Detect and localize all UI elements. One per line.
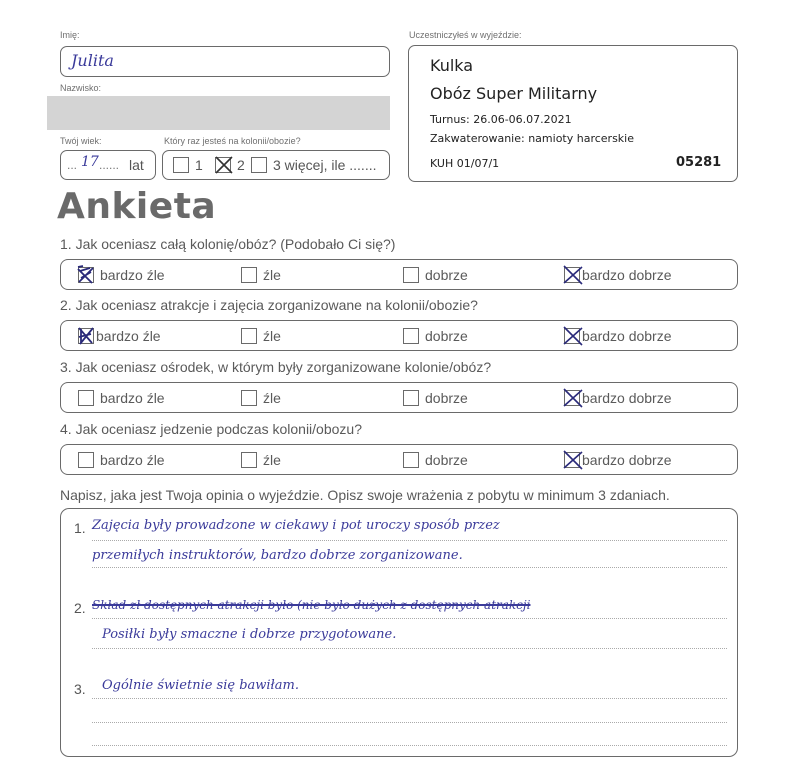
option-bardzo-zle[interactable]: bardzo źle <box>78 266 165 284</box>
opinion-line-1b: przemiłych instruktorów, bardzo dobrze zorganizowane. <box>92 548 463 563</box>
answer-row-1 <box>60 259 738 290</box>
option-dobrze[interactable]: dobrze <box>403 327 468 345</box>
trip-card-label: Uczestniczyłeś w wyjeździe: <box>409 30 522 40</box>
name-label: Imię: <box>60 30 80 40</box>
checkbox[interactable] <box>78 452 94 468</box>
times-option-2[interactable]: 2 <box>215 157 245 173</box>
answer-row-2 <box>60 320 738 351</box>
cross-mark-icon <box>213 154 235 176</box>
option-bardzo-zle[interactable]: bardzo źle <box>78 451 165 469</box>
checkbox-checked[interactable] <box>215 157 231 173</box>
opinion-line-1a: Zajęcia były prowadzone w ciekawy i pot uroczy sposób przez <box>92 518 500 533</box>
checkbox[interactable] <box>403 452 419 468</box>
ruled-line <box>92 698 727 699</box>
trip-number: 05281 <box>676 155 722 170</box>
scribble-mark-icon <box>76 264 98 286</box>
opinion-line-3a: Ogólnie świetnie się bawiłam. <box>102 678 299 693</box>
checkbox[interactable] <box>241 452 257 468</box>
checkbox[interactable] <box>241 328 257 344</box>
question-4: 4. Jak oceniasz jedzenie podczas kolonii/obozu? <box>60 421 362 437</box>
option-dobrze[interactable]: dobrze <box>403 389 468 407</box>
name-field[interactable] <box>60 46 390 77</box>
option-dobrze[interactable]: dobrze <box>403 266 468 284</box>
trip-accommodation: Zakwaterowanie: namioty harcerskie <box>430 132 634 145</box>
checkbox[interactable] <box>251 157 267 173</box>
checkbox-checked[interactable] <box>564 452 580 468</box>
times-option-3[interactable]: 3 więcej, ile ....... <box>251 157 376 173</box>
question-3: 3. Jak oceniasz ośrodek, w którym były zorganizowane kolonie/obóz? <box>60 359 492 375</box>
opinion-number-3: 3. <box>74 681 86 697</box>
cross-mark-icon <box>562 325 584 347</box>
option-zle[interactable]: źle <box>241 389 281 407</box>
option-bardzo-dobrze[interactable]: bardzo dobrze <box>564 266 672 284</box>
option-zle[interactable]: źle <box>241 327 281 345</box>
times-label: Który raz jesteś na kolonii/obozie? <box>164 136 301 146</box>
checkbox[interactable] <box>403 267 419 283</box>
opinion-number-1: 1. <box>74 520 86 536</box>
checkbox[interactable] <box>403 328 419 344</box>
age-value: 17 <box>81 154 99 170</box>
trip-code: KUH 01/07/1 <box>430 157 500 170</box>
ruled-line <box>92 648 727 649</box>
option-bardzo-zle[interactable]: bardzo źle <box>78 389 165 407</box>
scribble-mark-icon <box>76 325 98 347</box>
option-bardzo-dobrze[interactable]: bardzo dobrze <box>564 451 672 469</box>
opinion-line-2a-crossed-out: Skład zł dostępnych atrakcji było (nie było dużych z dostępnych atrakcji <box>92 598 531 612</box>
checkbox[interactable] <box>241 267 257 283</box>
ruled-line <box>92 567 727 568</box>
answer-row-3 <box>60 382 738 413</box>
checkbox-checked[interactable] <box>564 390 580 406</box>
answer-row-4 <box>60 444 738 475</box>
opinion-line-2b: Posiłki były smaczne i dobrze przygotowane. <box>102 627 397 642</box>
age-field[interactable] <box>60 150 156 180</box>
option-bardzo-dobrze[interactable]: bardzo dobrze <box>564 389 672 407</box>
question-2: 2. Jak oceniasz atrakcje i zajęcia zorganizowane na kolonii/obozie? <box>60 297 478 313</box>
name-value: Julita <box>71 51 114 70</box>
checkbox-checked[interactable] <box>564 328 580 344</box>
ruled-line <box>92 618 727 619</box>
opinion-number-2: 2. <box>74 600 86 616</box>
age-label: Twój wiek: <box>60 136 102 146</box>
times-option-1[interactable]: 1 <box>173 157 203 173</box>
cross-mark-icon <box>562 449 584 471</box>
trip-turnus: Turnus: 26.06-06.07.2021 <box>430 113 572 126</box>
checkbox-checked[interactable] <box>564 267 580 283</box>
ruled-line <box>92 722 727 723</box>
age-dots-after: ...... <box>99 158 120 172</box>
ruled-line <box>92 540 727 541</box>
option-zle[interactable]: źle <box>241 266 281 284</box>
checkbox[interactable] <box>403 390 419 406</box>
checkbox-checked[interactable] <box>78 328 94 344</box>
question-1: 1. Jak oceniasz całą kolonię/obóz? (Podobało Ci się?) <box>60 236 396 252</box>
trip-camp-name: Obóz Super Militarny <box>430 84 598 103</box>
cross-mark-icon <box>562 264 584 286</box>
age-dots-before: ... <box>67 158 78 172</box>
option-dobrze[interactable]: dobrze <box>403 451 468 469</box>
checkbox[interactable] <box>78 390 94 406</box>
times-field[interactable] <box>162 150 390 180</box>
surname-label: Nazwisko: <box>60 83 102 93</box>
checkbox[interactable] <box>173 157 189 173</box>
ruled-line <box>92 745 727 746</box>
surname-redaction <box>47 96 390 130</box>
trip-organizer: Kulka <box>430 56 474 75</box>
option-zle[interactable]: źle <box>241 451 281 469</box>
opinion-prompt: Napisz, jaka jest Twoja opinia o wyjeździe. Opisz swoje wrażenia z pobytu w minimum 3 zdaniach. <box>60 487 670 503</box>
checkbox[interactable] <box>241 390 257 406</box>
option-bardzo-dobrze[interactable]: bardzo dobrze <box>564 327 672 345</box>
checkbox-checked[interactable] <box>78 267 94 283</box>
age-unit: lat <box>129 157 144 173</box>
option-bardzo-zle[interactable]: bardzo źle <box>78 327 161 345</box>
cross-mark-icon <box>562 387 584 409</box>
survey-title: Ankieta <box>57 186 217 227</box>
